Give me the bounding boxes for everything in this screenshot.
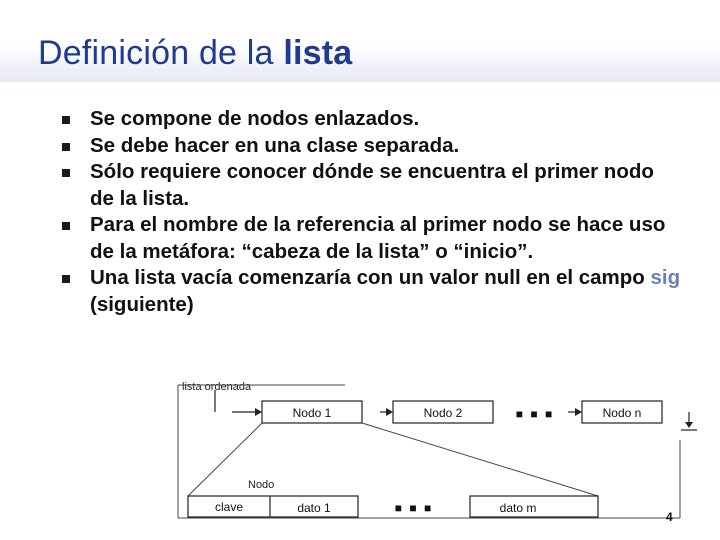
node-label: Nodo 1 [292,406,332,420]
node-label: Nodo n [602,406,642,420]
field-label: dato 1 [297,501,331,515]
bullet-item: Sólo requiere conocer dónde se encuentra el primer nodo de la lista. [62,159,682,212]
arrow-icon [575,408,582,416]
ellipsis-squares: ■ ■ ■ [394,501,434,515]
record-box [188,496,358,517]
highlight-sig: sig [650,266,681,289]
node-label: Nodo 2 [423,406,463,420]
bullet-item: Se debe hacer en una clase separada. [62,133,682,160]
arrow-down-icon [685,422,693,428]
bullet-item: Para el nombre de la referencia al primer nodo se hace uso de la metáfora: “cabeza de la lista” o “inicio”. [62,212,682,265]
arrow-icon [386,408,393,416]
page-number: 4 [666,510,673,524]
bullet-item: Se compone de nodos enlazados. [62,106,682,133]
field-label: dato m [499,501,537,515]
field-label: clave [214,500,244,514]
bullet-item: Una lista vacía comenzaría con un valor null en el campo sig (siguiente) [62,265,682,318]
detail-label: Nodo [248,479,275,491]
diagram-header-label: lista ordenada [182,381,252,393]
ellipsis-squares: ■ ■ ■ [515,407,555,421]
slide-title: Definición de la lista [38,34,353,72]
arrow-icon [255,408,262,416]
